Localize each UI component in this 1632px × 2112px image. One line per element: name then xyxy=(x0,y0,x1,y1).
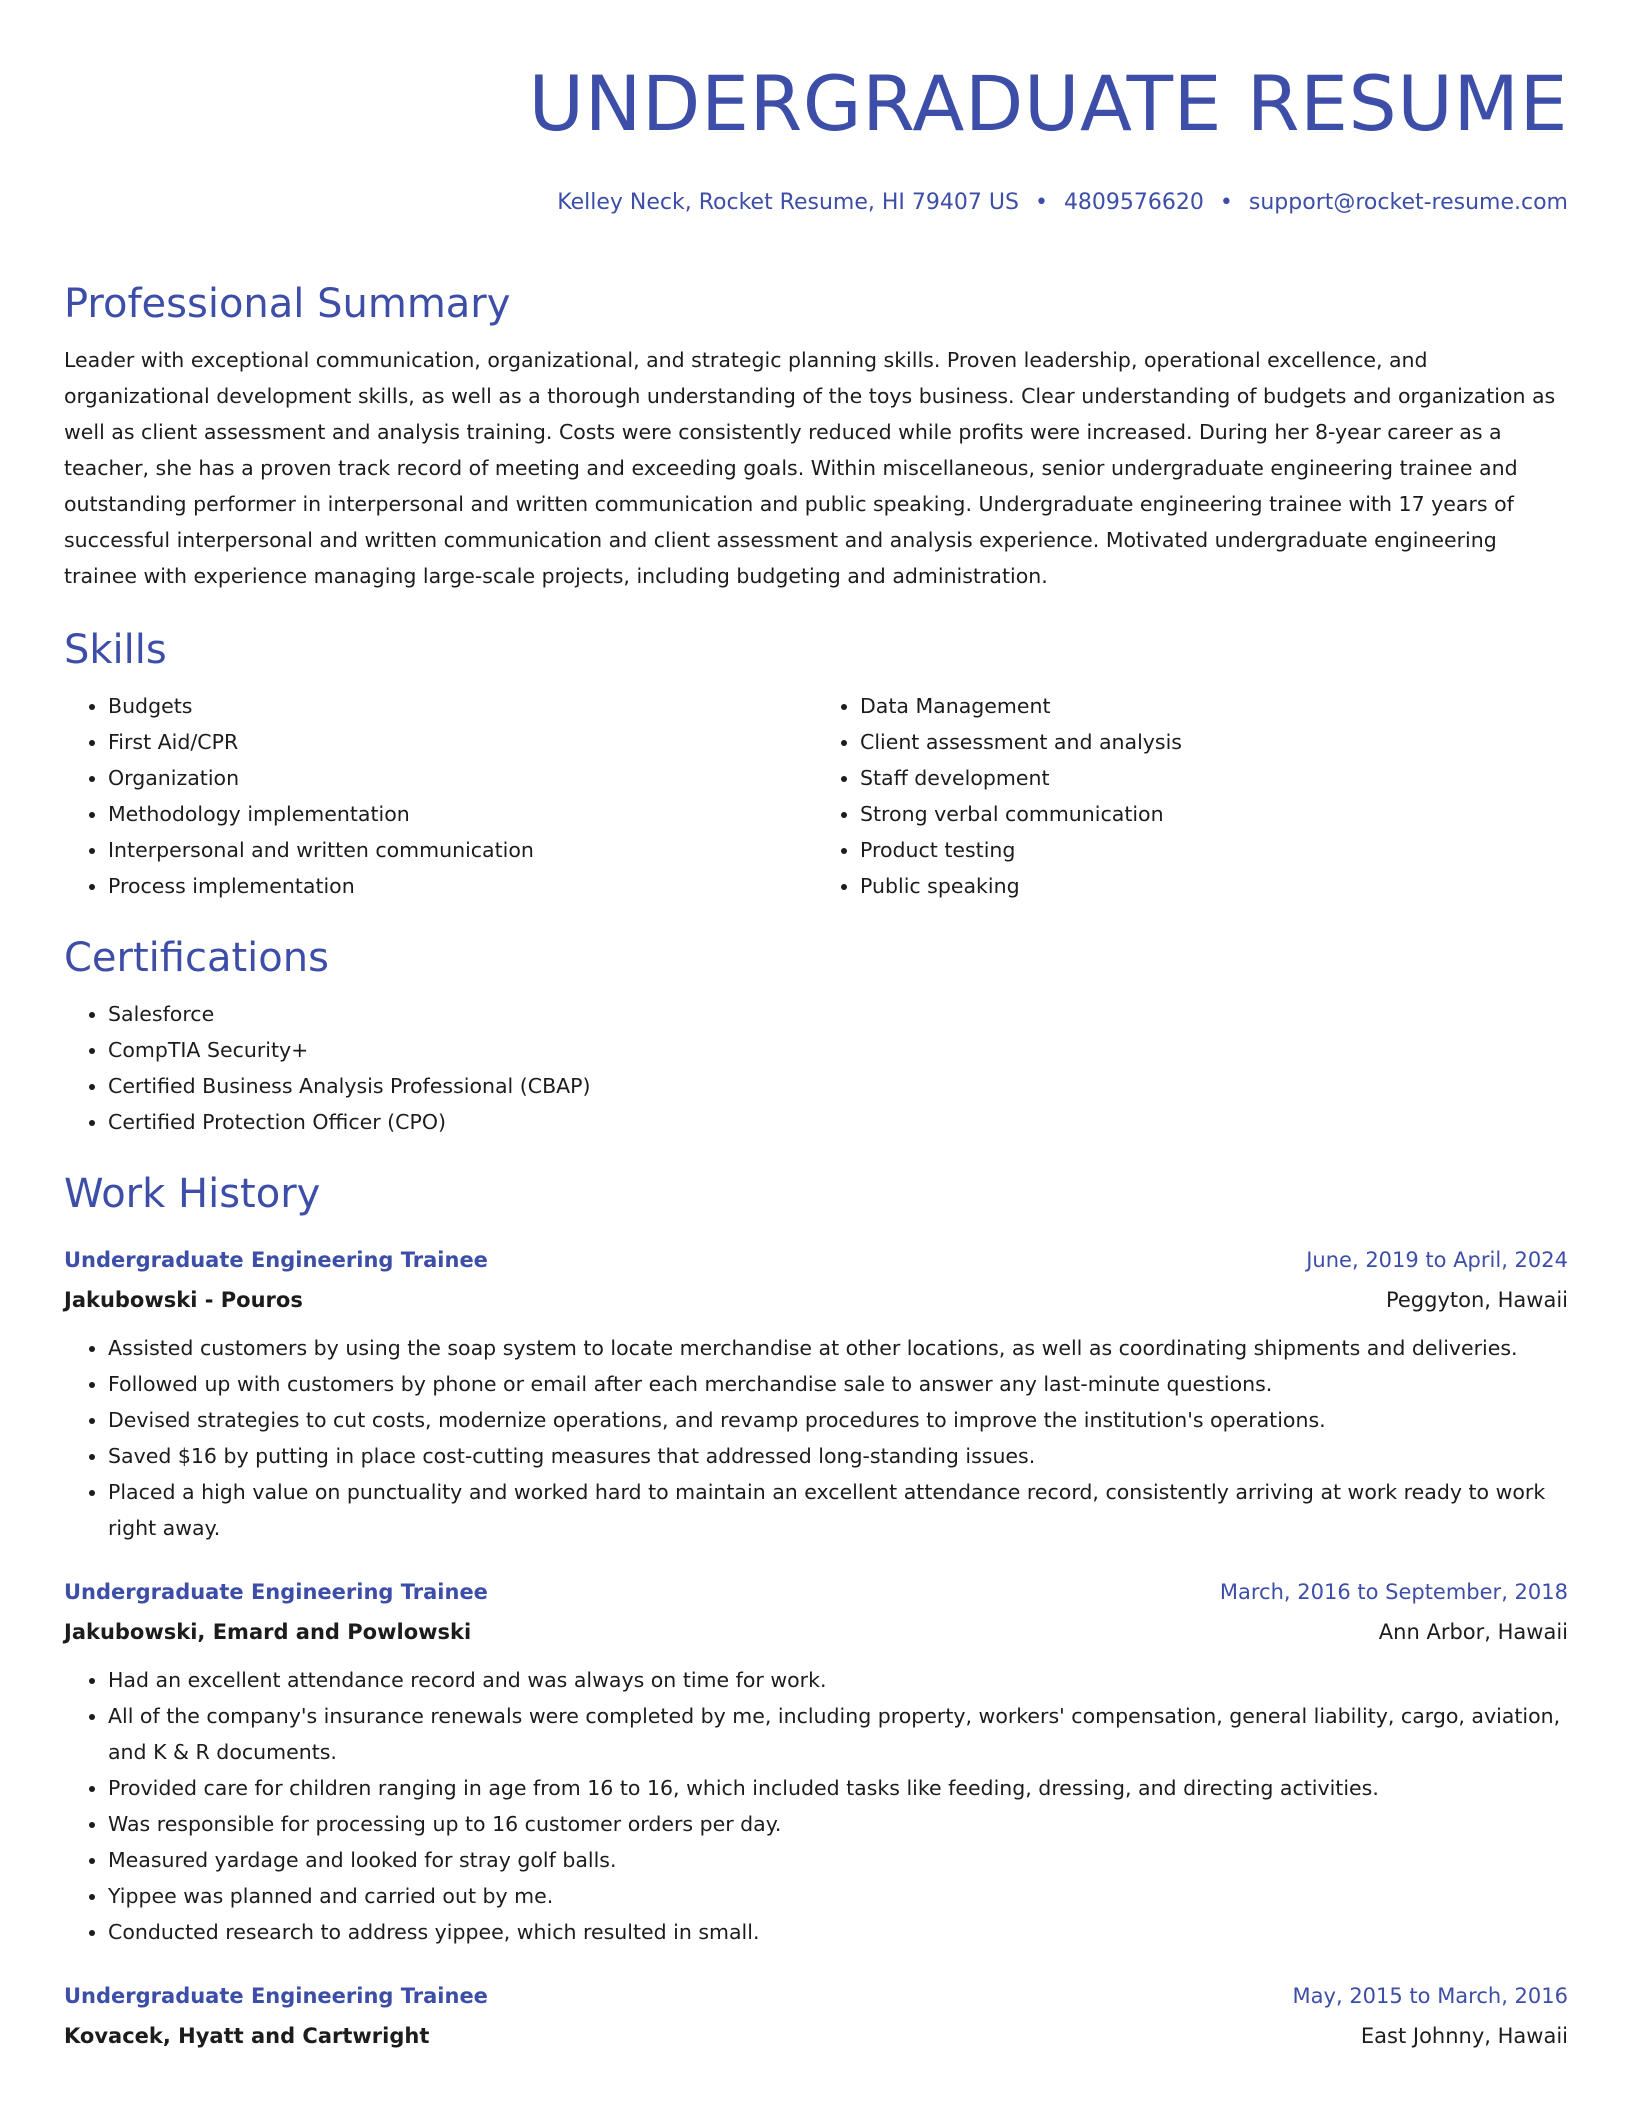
job-location: Ann Arbor, Hawaii xyxy=(1378,1620,1568,1644)
skills-heading: Skills xyxy=(64,627,167,673)
skill-item: • Strong verbal communication xyxy=(860,796,1568,832)
summary-text: Leader with exceptional communication, organizational, and strategic planning skills. Proven leadership, operational excellence, and organizational development skills, as well as a thorough understanding of the toys business. Clear understanding of budgets and organization as well as client assessment and analysis training. Costs were consistently reduced while profits were increased. During her 8-year career as a teacher, she has a proven track record of meeting and exceeding goals. Within miscellaneous, senior undergraduate engineering trainee and outstanding performer in interpersonal and written communication and public speaking. Undergraduate engineering trainee with 17 years of successful interpersonal and written communication and client assessment and analysis experience. Motivated undergraduate engineering trainee with experience managing large-scale projects, including budgeting and administration. xyxy=(64,348,1556,588)
certification-item: • Certified Business Analysis Professional (CBAP) xyxy=(108,1068,1568,1104)
skill-item: • Client assessment and analysis xyxy=(860,724,1568,760)
job-dates: March, 2016 to September, 2018 xyxy=(1219,1580,1568,1604)
skill-item: • Staff development xyxy=(860,760,1568,796)
job-bullet: • Measured yardage and looked for stray golf balls. xyxy=(108,1842,1568,1878)
job-entry xyxy=(64,1240,1568,1546)
job-role: Undergraduate Engineering Trainee xyxy=(64,1984,488,2008)
job-bullets xyxy=(64,1662,1568,1950)
skill-item: • Public speaking xyxy=(860,868,1568,904)
job-company-row xyxy=(64,1280,1568,1320)
contact-phone: 4809576620 xyxy=(1063,190,1204,215)
skill-item: • Process implementation xyxy=(108,868,816,904)
job-company: Jakubowski - Pouros xyxy=(64,1288,303,1312)
job-bullet: • Had an excellent attendance record and was always on time for work. xyxy=(108,1662,1568,1698)
skill-item: • First Aid/CPR xyxy=(108,724,816,760)
contact-email[interactable]: support@rocket-resume.com xyxy=(1248,190,1568,215)
skills-column-right xyxy=(816,688,1568,904)
skill-item: • Data Management xyxy=(860,688,1568,724)
job-bullet: • Was responsible for processing up to 16 customer orders per day. xyxy=(108,1806,1568,1842)
summary-heading: Professional Summary xyxy=(64,281,511,327)
certification-item: • Certified Protection Officer (CPO) xyxy=(108,1104,1568,1140)
job-bullet: • Placed a high value on punctuality and worked hard to maintain an excellent attendance record, consistently arriving at work ready to work right away. xyxy=(108,1474,1568,1546)
certifications-list xyxy=(64,996,1568,1140)
skill-item: • Methodology implementation xyxy=(108,796,816,832)
certification-item: • CompTIA Security+ xyxy=(108,1032,1568,1068)
skill-item: • Budgets xyxy=(108,688,816,724)
skill-item: • Interpersonal and written communication xyxy=(108,832,816,868)
skills-grid xyxy=(64,688,1568,904)
certifications-heading: Certifications xyxy=(64,935,329,981)
job-entry xyxy=(64,1572,1568,1950)
skills-column-left xyxy=(64,688,816,904)
job-role: Undergraduate Engineering Trainee xyxy=(64,1580,488,1604)
resume-header xyxy=(64,0,1568,218)
work-history-heading: Work History xyxy=(64,1171,321,1217)
job-bullet: • Assisted customers by using the soap system to locate merchandise at other locations, as well as coordinating shipments and deliveries. xyxy=(108,1330,1568,1366)
certification-item: • Salesforce xyxy=(108,996,1568,1032)
job-location: Peggyton, Hawaii xyxy=(1385,1288,1568,1312)
contact-line xyxy=(64,188,1568,218)
job-location: East Johnny, Hawaii xyxy=(1360,2024,1568,2048)
job-company: Jakubowski, Emard and Powlowski xyxy=(64,1620,472,1644)
job-dates: May, 2015 to March, 2016 xyxy=(1292,1984,1568,2008)
job-bullet: • All of the company's insurance renewals were completed by me, including property, workers' compensation, general liability, cargo, aviation, and K & R documents. xyxy=(108,1698,1568,1770)
job-company: Kovacek, Hyatt and Cartwright xyxy=(64,2024,430,2048)
job-company-row xyxy=(64,2016,1568,2056)
job-dates: June, 2019 to April, 2024 xyxy=(1306,1248,1568,1272)
job-role: Undergraduate Engineering Trainee xyxy=(64,1248,488,1272)
resume-page xyxy=(64,0,1568,2056)
contact-separator: • xyxy=(1034,190,1048,215)
job-role-row xyxy=(64,1240,1568,1280)
job-bullet: • Saved $16 by putting in place cost-cutting measures that addressed long-standing issues. xyxy=(108,1438,1568,1474)
job-bullet: • Followed up with customers by phone or email after each merchandise sale to answer any last-minute questions. xyxy=(108,1366,1568,1402)
job-bullet: • Devised strategies to cut costs, modernize operations, and revamp procedures to improve the institution's operations. xyxy=(108,1402,1568,1438)
job-company-row xyxy=(64,1612,1568,1652)
document-title: UNDERGRADUATE RESUME xyxy=(528,59,1568,148)
skill-item: • Organization xyxy=(108,760,816,796)
job-role-row xyxy=(64,1572,1568,1612)
job-bullet: • Yippee was planned and carried out by me. xyxy=(108,1878,1568,1914)
job-bullet: • Provided care for children ranging in age from 16 to 16, which included tasks like feeding, dressing, and directing activities. xyxy=(108,1770,1568,1806)
job-bullet: • Conducted research to address yippee, which resulted in small. xyxy=(108,1914,1568,1950)
job-bullets xyxy=(64,1330,1568,1546)
contact-address: Kelley Neck, Rocket Resume, HI 79407 US xyxy=(557,190,1019,215)
skill-item: • Product testing xyxy=(860,832,1568,868)
job-role-row xyxy=(64,1976,1568,2016)
contact-separator: • xyxy=(1219,190,1233,215)
job-entry xyxy=(64,1976,1568,2056)
